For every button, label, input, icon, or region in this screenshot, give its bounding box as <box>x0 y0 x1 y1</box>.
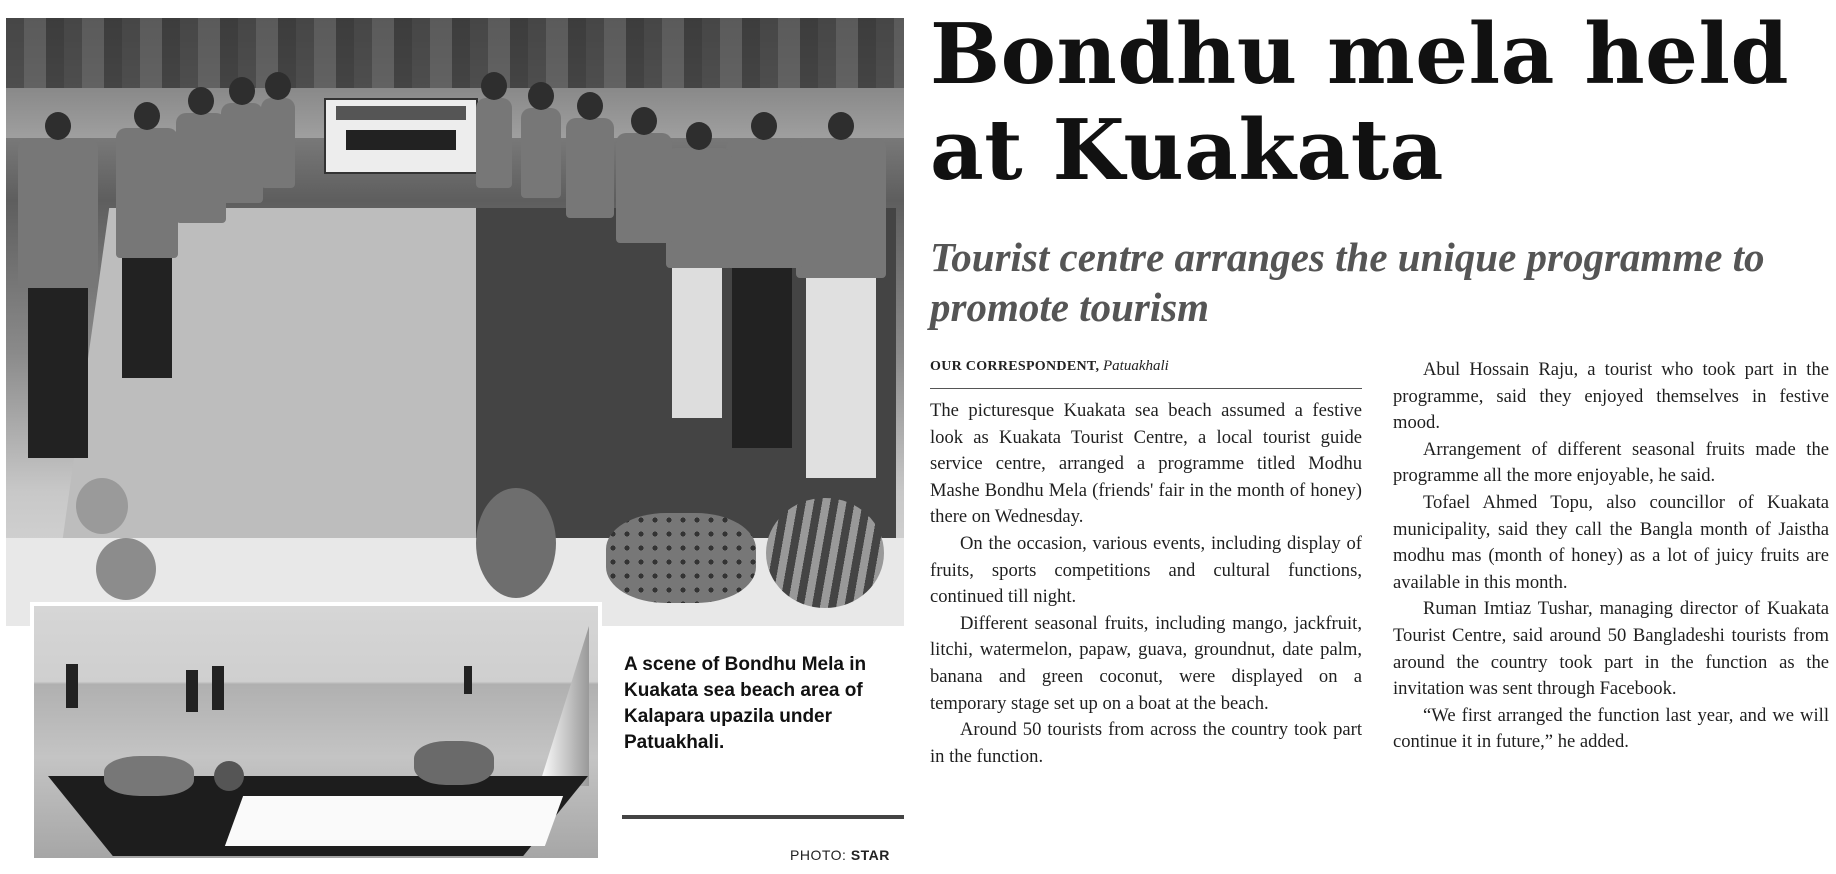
paragraph: Ruman Imtiaz Tushar, managing director of Kuakata Tourist Centre, said around 50 Bangladeshi tourists from around the country took part in the function as the invitation was sent through Facebook. <box>1393 598 1829 700</box>
article-column-2 <box>1393 357 1829 756</box>
subheadline: Tourist centre arranges the unique programme to promote tourism <box>930 234 1765 330</box>
photo-person <box>18 138 98 288</box>
photo-person-legs <box>732 268 792 448</box>
photo-caption: A scene of Bondhu Mela in Kuakata sea beach area of Kalapara upazila under Patuakhali. <box>624 654 867 753</box>
paragraph: On the occasion, various events, including display of fruits, sports competitions and cultural functions, continued till night. <box>930 532 1362 608</box>
inset-fruit <box>414 741 494 785</box>
inset-fruit <box>104 756 194 796</box>
byline-rule <box>930 388 1362 389</box>
photo-litchi <box>606 513 756 603</box>
photo-person <box>116 128 178 258</box>
photo-watermelon <box>766 498 884 608</box>
inset-boat-cloth <box>225 796 563 846</box>
photo-person-legs <box>672 268 722 418</box>
photo-fruit <box>476 488 556 598</box>
inset-fruit <box>214 761 244 791</box>
inset-photo <box>30 602 602 862</box>
photo-person <box>616 133 672 243</box>
photo-person <box>521 108 561 198</box>
photo-trees <box>6 18 904 88</box>
photo-credit <box>790 847 890 863</box>
photo-person-legs <box>806 278 876 478</box>
photo-person <box>666 148 732 268</box>
inset-figure <box>212 666 224 710</box>
byline-location: Patuakhali <box>1103 358 1169 374</box>
byline <box>930 358 1362 375</box>
inset-figure <box>186 670 198 712</box>
paragraph: Different seasonal fruits, including mango, jackfruit, litchi, watermelon, papaw, guava, groundnut, date palm, banana and green coconut, were displayed on a temporary stage set up on a boat at the beach. <box>930 612 1362 714</box>
headline: Bondhu mela held at Kuakata <box>930 5 1790 199</box>
photo-credit-source: STAR <box>850 847 890 863</box>
photo-person <box>221 103 263 203</box>
photo-person <box>176 113 226 223</box>
paragraph: Around 50 tourists from across the country took part in the function. <box>930 719 1362 767</box>
inset-figure <box>464 666 472 694</box>
inset-sail <box>539 626 589 786</box>
photo-banner <box>324 98 478 174</box>
inset-figure <box>66 664 78 708</box>
photo-fruit <box>96 538 156 600</box>
paragraph: Tofael Ahmed Topu, also councillor of Kuakata municipality, said they call the Bangla month of Jaistha modhu mas (month of honey) as a lot of juicy fruits are available in this month. <box>1393 491 1829 593</box>
photo-person <box>726 138 802 268</box>
photo-credit-prefix: PHOTO: <box>790 847 847 863</box>
article-column-1 <box>930 398 1362 770</box>
photo-fruit <box>76 478 128 534</box>
paragraph: Abul Hossain Raju, a tourist who took part in the programme, said they enjoyed themselves in festive mood. <box>1393 359 1829 434</box>
photo-person-legs <box>122 258 172 378</box>
main-photo <box>6 18 904 626</box>
paragraph: “We first arranged the function last year, and we will continue it in future,” he added. <box>1393 704 1829 753</box>
photo-person <box>261 98 295 188</box>
photo-person-legs <box>28 288 88 458</box>
photo-person <box>796 138 886 278</box>
caption-rule <box>622 815 904 819</box>
photo-person <box>566 118 614 218</box>
photo-person <box>476 98 512 188</box>
byline-author: OUR CORRESPONDENT, <box>930 359 1100 374</box>
paragraph: The picturesque Kuakata sea beach assumed a festive look as Kuakata Tourist Centre, a local tourist guide service centre, arranged a programme titled Modhu Mashe Bondhu Mela (friends' fair in the month of honey) there on Wednesday. <box>930 400 1362 528</box>
paragraph: Arrangement of different seasonal fruits made the programme all the more enjoyable, he said. <box>1393 438 1829 487</box>
